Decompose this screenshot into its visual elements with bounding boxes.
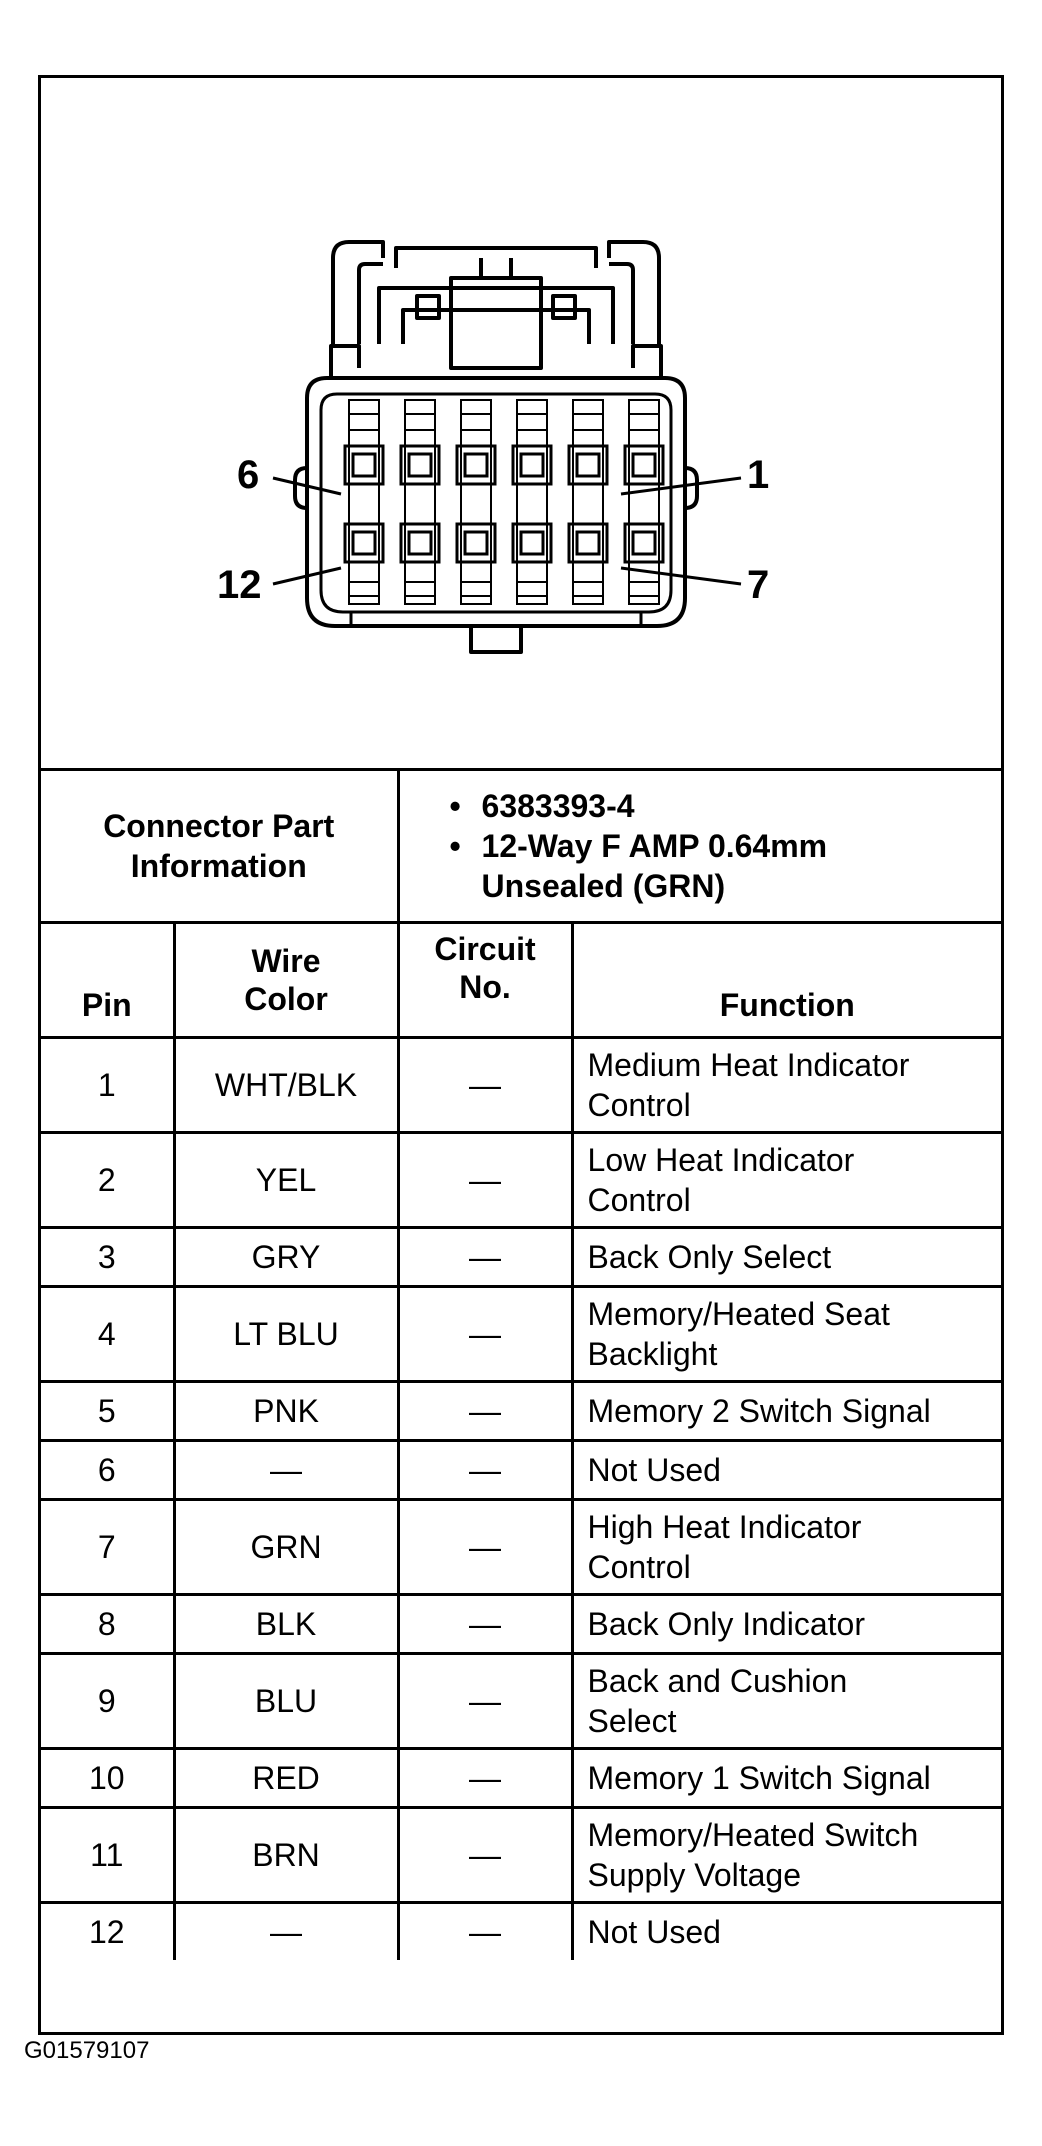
pin-cell: 2 (41, 1133, 174, 1228)
function-cell (572, 1228, 1001, 1287)
pin-cell: 4 (41, 1287, 174, 1382)
function-cell (572, 1038, 1001, 1133)
table-row (41, 1749, 1001, 1808)
circuit-cell: — (398, 1133, 572, 1228)
function-line-1: Not Used (587, 1914, 721, 1950)
function-cell (572, 1808, 1001, 1903)
function-cell (572, 1500, 1001, 1595)
wire-color-cell: BRN (174, 1808, 398, 1903)
figure-id: G01579107 (24, 2037, 150, 2064)
header-circuit-line-2: No. (459, 969, 511, 1005)
wire-color-cell: RED (174, 1749, 398, 1808)
wire-color-cell: BLU (174, 1654, 398, 1749)
circuit-cell: — (398, 1500, 572, 1595)
function-cell (572, 1595, 1001, 1654)
table-row (41, 1287, 1001, 1382)
table-row (41, 1228, 1001, 1287)
part-number: • 6383393-4 (450, 786, 1002, 826)
pin-cell: 10 (41, 1749, 174, 1808)
function-line-1: Memory/Heated Seat (587, 1296, 890, 1332)
connector-seal: Unsealed (GRN) (481, 868, 726, 904)
wire-color-cell: GRN (174, 1500, 398, 1595)
circuit-cell: — (398, 1038, 572, 1133)
table-row (41, 1654, 1001, 1749)
function-cell (572, 1287, 1001, 1382)
function-line-1: Back Only Indicator (587, 1606, 865, 1642)
cavity (457, 446, 495, 484)
table-row (41, 1038, 1001, 1133)
function-cell (572, 1441, 1001, 1500)
circuit-cell: — (398, 1228, 572, 1287)
function-line-1: Memory 2 Switch Signal (587, 1393, 931, 1429)
wire-color-cell: GRY (174, 1228, 398, 1287)
cavity (401, 446, 439, 484)
wire-color-cell: — (174, 1441, 398, 1500)
header-circuit-no (398, 923, 572, 1038)
function-line-2: Supply Voltage (587, 1857, 802, 1893)
pinout-frame (38, 75, 1004, 2035)
connector-info-values (398, 771, 1001, 923)
function-line-2: Control (587, 1182, 691, 1218)
table-row (41, 1500, 1001, 1595)
header-wire-color (174, 923, 398, 1038)
cavity (569, 446, 607, 484)
pin-cell: 1 (41, 1038, 174, 1133)
connector-info-row (41, 771, 1001, 923)
function-line-1: Back Only Select (587, 1239, 832, 1275)
table-row (41, 1903, 1001, 1961)
header-pin: Pin (41, 923, 174, 1038)
pin-cell: 7 (41, 1500, 174, 1595)
wire-color-cell: PNK (174, 1382, 398, 1441)
wire-color-cell: LT BLU (174, 1287, 398, 1382)
table-row (41, 1382, 1001, 1441)
wire-color-cell: WHT/BLK (174, 1038, 398, 1133)
function-line-2: Control (587, 1549, 691, 1585)
header-circuit-line-1: Circuit (434, 931, 536, 967)
header-wire-line-1: Wire (251, 943, 321, 979)
circuit-cell: — (398, 1808, 572, 1903)
pin-cell: 12 (41, 1903, 174, 1961)
header-wire-line-2: Color (244, 981, 328, 1017)
pin-cell: 6 (41, 1441, 174, 1500)
cavity (345, 446, 383, 484)
function-line-1: Memory 1 Switch Signal (587, 1760, 931, 1796)
connector-drawing (41, 78, 1001, 768)
table-row (41, 1441, 1001, 1500)
table-row (41, 1595, 1001, 1654)
function-cell (572, 1749, 1001, 1808)
wire-color-cell: BLK (174, 1595, 398, 1654)
function-cell (572, 1133, 1001, 1228)
function-line-1: Low Heat Indicator (587, 1142, 855, 1178)
pin-cell: 11 (41, 1808, 174, 1903)
circuit-cell: — (398, 1749, 572, 1808)
connector-info-label (41, 771, 398, 923)
pinout-table (41, 771, 1001, 1960)
table-row (41, 1808, 1001, 1903)
connector-diagram (41, 78, 1001, 771)
function-line-1: Memory/Heated Switch (587, 1817, 919, 1853)
table-header-row (41, 923, 1001, 1038)
wire-color-cell: — (174, 1903, 398, 1961)
function-line-1: Back and Cushion (587, 1663, 848, 1699)
function-line-2: Select (587, 1703, 677, 1739)
cavity (513, 446, 551, 484)
cavity (625, 446, 663, 484)
info-label-line-2: Information (130, 848, 307, 884)
function-line-2: Control (587, 1087, 691, 1123)
function-cell (572, 1654, 1001, 1749)
connector-type: • 12-Way F AMP 0.64mm (450, 826, 1002, 866)
pin-label-7: 7 (747, 563, 770, 607)
pin-label-6: 6 (237, 453, 260, 497)
pin-cell: 3 (41, 1228, 174, 1287)
pin-cell: 9 (41, 1654, 174, 1749)
circuit-cell: — (398, 1654, 572, 1749)
function-line-1: Not Used (587, 1452, 721, 1488)
circuit-cell: — (398, 1287, 572, 1382)
function-line-2: Backlight (587, 1336, 718, 1372)
function-line-1: High Heat Indicator (587, 1509, 862, 1545)
circuit-cell: — (398, 1441, 572, 1500)
pin-label-12: 12 (217, 563, 262, 607)
function-cell (572, 1382, 1001, 1441)
pin-label-1: 1 (747, 453, 770, 497)
pin-cell: 5 (41, 1382, 174, 1441)
function-cell (572, 1903, 1001, 1961)
circuit-cell: — (398, 1382, 572, 1441)
table-row (41, 1133, 1001, 1228)
info-label-line-1: Connector Part (103, 808, 335, 844)
pin-cell: 8 (41, 1595, 174, 1654)
header-function: Function (572, 923, 1001, 1038)
function-line-1: Medium Heat Indicator (587, 1047, 910, 1083)
wire-color-cell: YEL (174, 1133, 398, 1228)
circuit-cell: — (398, 1595, 572, 1654)
circuit-cell: — (398, 1903, 572, 1961)
